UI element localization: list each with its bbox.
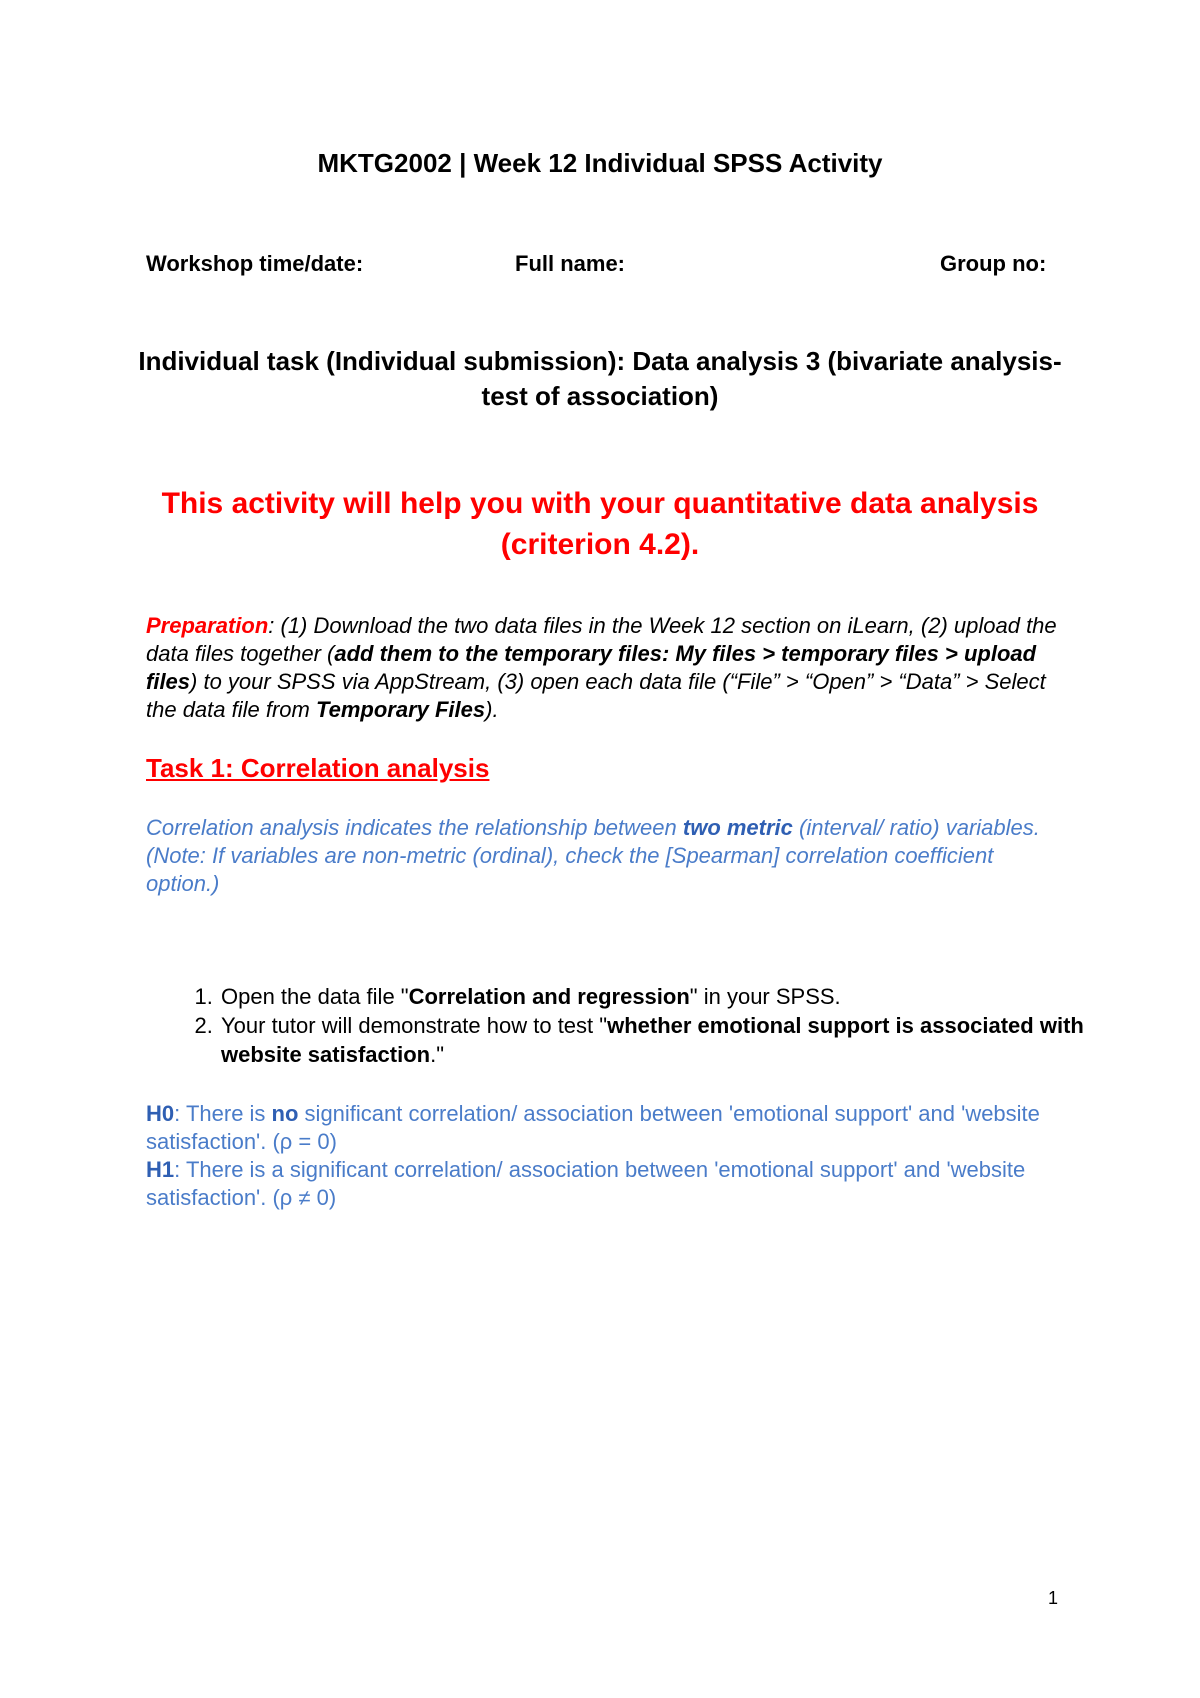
preparation-text-3: ). bbox=[485, 697, 499, 722]
page-number: 1 bbox=[1048, 1588, 1059, 1608]
h1-label: H1 bbox=[146, 1157, 175, 1182]
list-item bbox=[219, 982, 1139, 1011]
correlation-bold: two metric bbox=[682, 815, 793, 840]
criterion-heading: This activity will help you with your quantitative data analysis (criterion 4.2). bbox=[161, 487, 1039, 561]
h1-text-1: : There is a significant correlation/ association between 'emotional support' and 'website satisfaction'. (ρ ≠ 0) bbox=[146, 1157, 1026, 1210]
preparation-paragraph bbox=[146, 612, 1066, 724]
task1-heading: Task 1: Correlation analysis bbox=[146, 753, 490, 783]
step-2-bold: whether emotional support is associated with website satisfaction bbox=[221, 1013, 1084, 1067]
h0-bold: no bbox=[271, 1101, 299, 1126]
task-heading: Individual task (Individual submission): Data analysis 3 (bivariate analysis- test of association) bbox=[138, 346, 1062, 411]
h0-label: H0 bbox=[146, 1101, 175, 1126]
step-1-bold: Correlation and regression bbox=[408, 984, 690, 1009]
step-2-text-2: ." bbox=[430, 1042, 444, 1067]
h1-paragraph bbox=[146, 1156, 1066, 1212]
step-1-text-1: Open the data file " bbox=[221, 984, 409, 1009]
step-1-text-2: " in your SPSS. bbox=[689, 984, 841, 1009]
preparation-bold-2: Temporary Files bbox=[315, 697, 486, 722]
h0-text-1: : There is bbox=[174, 1101, 272, 1126]
preparation-text-1: : (1) Download the two data files in the Week 12 section on iLearn, (2) upload the data files together ( bbox=[146, 613, 1057, 666]
document-title: MKTG2002 | Week 12 Individual SPSS Activity bbox=[317, 148, 883, 178]
group-field-label: Group no: bbox=[940, 251, 1047, 276]
h0-text-2: significant correlation/ association between 'emotional support' and 'website satisfaction'. (ρ = 0) bbox=[146, 1101, 1040, 1154]
full-name-field-label: Full name: bbox=[515, 251, 626, 276]
workshop-field-label: Workshop time/date: bbox=[146, 251, 364, 276]
preparation-label: Preparation bbox=[146, 613, 269, 638]
hypotheses-block bbox=[146, 1100, 1066, 1212]
steps-list bbox=[146, 982, 1139, 1069]
preparation-text-2: ) to your SPSS via AppStream, (3) open each data file (“File” > “Open” > “Data” > Select the data file from bbox=[146, 669, 1046, 722]
correlation-text-2: (interval/ ratio) variables. (Note: If variables are non-metric (ordinal), check the [Spearman] correlation coefficient option.) bbox=[146, 815, 1040, 896]
step-2-text-1: Your tutor will demonstrate how to test " bbox=[221, 1013, 608, 1038]
correlation-description bbox=[146, 814, 1066, 898]
preparation-bold-1: add them to the temporary files: My files > temporary files > upload files bbox=[146, 641, 1037, 694]
correlation-text-1: Correlation analysis indicates the relationship between bbox=[146, 815, 683, 840]
h0-paragraph bbox=[146, 1100, 1066, 1156]
list-item bbox=[219, 1011, 1139, 1069]
